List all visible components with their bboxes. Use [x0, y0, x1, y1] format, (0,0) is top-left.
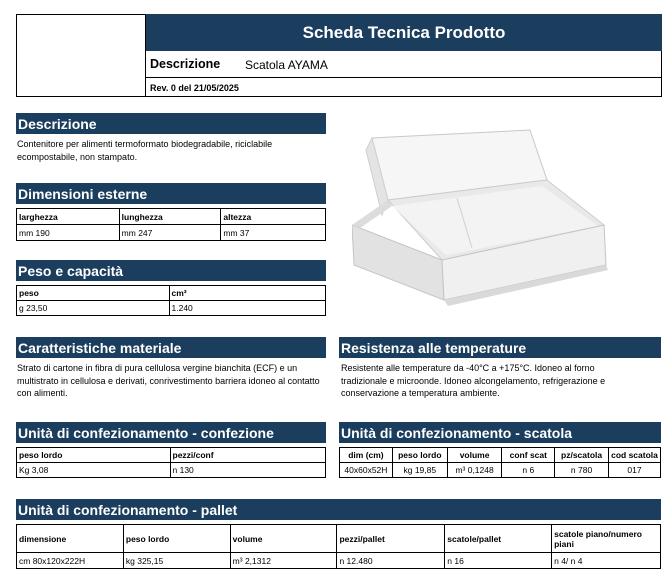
- header-cell: pezzi/conf: [170, 448, 326, 463]
- pallet-table: [16, 524, 661, 569]
- value-cell: g 23,50: [17, 301, 170, 316]
- header-cell: larghezza: [17, 209, 120, 225]
- descrizione-text: Contenitore per alimenti termoformato biodegradabile, riciclabile ecompostabile, non stampato.: [17, 139, 273, 162]
- header-cell: volume: [447, 448, 502, 463]
- value-cell: m³ 0,1248: [447, 463, 502, 478]
- header-cell: conf scat: [502, 448, 555, 463]
- header-cell: peso lordo: [17, 448, 171, 463]
- section-temperature: Resistenza alle temperature: [339, 337, 661, 358]
- value-cell: 1.240: [169, 301, 325, 316]
- value-cell: n 6: [502, 463, 555, 478]
- header-cell: cm³: [169, 286, 325, 301]
- value-cell: n 780: [555, 463, 609, 478]
- box-left-edge: [352, 200, 392, 228]
- value-cell: cm 80x120x222H: [17, 553, 124, 569]
- value-cell: Kg 3,08: [17, 463, 171, 478]
- section-dimensioni: Dimensioni esterne: [16, 183, 326, 204]
- header-cell: peso lordo: [392, 448, 447, 463]
- value-cell: kg 19,85: [392, 463, 447, 478]
- description-value: Scatola AYAMA: [245, 58, 328, 72]
- section-materiale: Caratteristiche materiale: [16, 337, 326, 358]
- header-cell: peso lordo: [123, 525, 230, 553]
- product-image: [352, 120, 634, 320]
- header-cell: altezza: [221, 209, 326, 225]
- header-cell: pz/scatola: [555, 448, 609, 463]
- header-cell: volume: [230, 525, 337, 553]
- header-cell: lunghezza: [119, 209, 221, 225]
- header-cell: dimensione: [17, 525, 124, 553]
- value-cell: 40x60x52H: [340, 463, 393, 478]
- description-label: Descrizione: [150, 57, 221, 71]
- section-descrizione: Descrizione: [16, 113, 326, 134]
- header-cell: cod scatola: [608, 448, 660, 463]
- value-cell: n 4/ n 4: [552, 553, 661, 569]
- value-cell: n 130: [170, 463, 326, 478]
- scatola-table: [339, 447, 661, 478]
- revision-label: Rev. 0 del 21/05/2025: [150, 83, 239, 93]
- value-cell: mm 190: [17, 225, 120, 241]
- header-cell: scatole/pallet: [445, 525, 552, 553]
- value-cell: m³ 2,1312: [230, 553, 337, 569]
- page-title: Scheda Tecnica Prodotto: [146, 14, 662, 51]
- description-row: [146, 51, 662, 78]
- value-cell: n 16: [445, 553, 552, 569]
- value-cell: kg 325,15: [123, 553, 230, 569]
- header-cell: peso: [17, 286, 170, 301]
- header-cell: scatole piano/numero piani: [552, 525, 661, 553]
- section-confezione: Unità di confezionamento - confezione: [16, 422, 326, 443]
- value-cell: mm 247: [119, 225, 221, 241]
- header-cell: dim (cm): [340, 448, 393, 463]
- section-scatola: Unità di confezionamento - scatola: [339, 422, 661, 443]
- section-peso: Peso e capacità: [16, 260, 326, 281]
- value-cell: 017: [608, 463, 660, 478]
- confezione-table: [16, 447, 326, 478]
- temperature-text: Resistente alle temperature da -40°C a +175°C. Idoneo al forno tradizionale e microonde. Idoneo alcongelamento, refrigerazione e conservazione a temperatura ambiente.: [341, 363, 606, 398]
- materiale-text: Strato di cartone in fibra di pura cellulosa vergine bianchita (ECF) e un multistrato in cellulosa e derivati, conrivestimento barriera idoneo al contatto con alimenti.: [17, 363, 320, 398]
- section-pallet: Unità di confezionamento - pallet: [16, 499, 661, 520]
- value-cell: mm 37: [221, 225, 326, 241]
- header-cell: pezzi/pallet: [337, 525, 445, 553]
- logo-cell: [16, 14, 146, 97]
- peso-table: [16, 285, 326, 316]
- dimensioni-table: [16, 208, 326, 241]
- value-cell: n 12.480: [337, 553, 445, 569]
